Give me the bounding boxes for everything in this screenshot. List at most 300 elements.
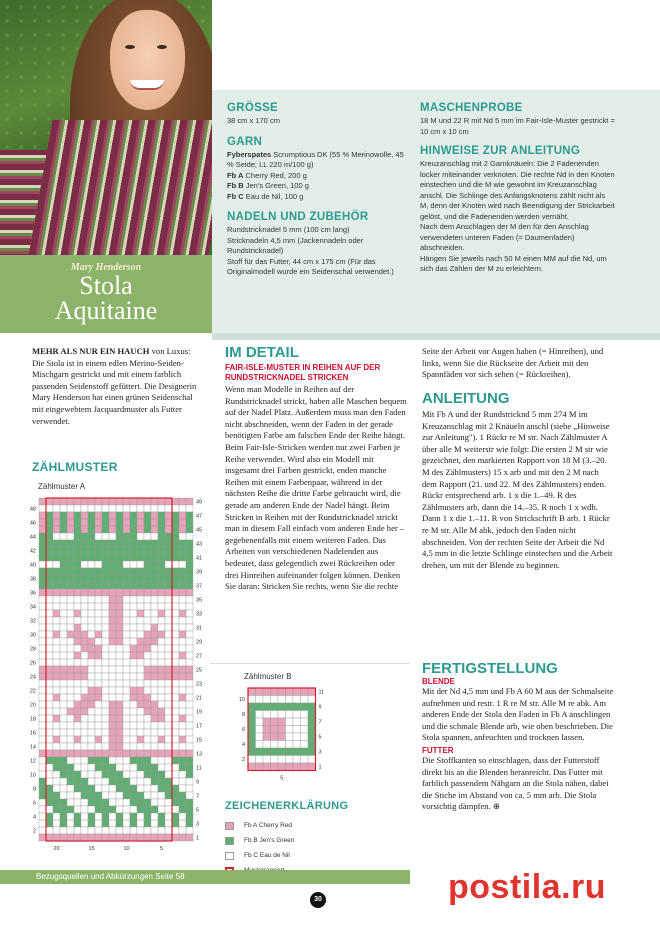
stitch-cell (109, 533, 116, 540)
stitch-cell (109, 715, 116, 722)
stitch-cell (46, 596, 53, 603)
stitch-cell (144, 687, 151, 694)
stitch-cell (60, 582, 67, 589)
stitch-cell (116, 722, 123, 729)
stitch-cell (144, 792, 151, 799)
stitch-cell (88, 736, 95, 743)
stitch-cell (186, 610, 193, 617)
stitch-cell (109, 561, 116, 568)
stitch-cell (116, 512, 123, 519)
stitch-cell (172, 778, 179, 785)
stitch-cell (95, 701, 102, 708)
stitch-cell (116, 652, 123, 659)
stitch-cell (137, 589, 144, 596)
stitch-cell (74, 561, 81, 568)
stitch-cell (88, 498, 95, 505)
stitch-cell (158, 624, 165, 631)
stitch-cell (46, 547, 53, 554)
stitch-cell (74, 610, 81, 617)
stitch-cell (46, 561, 53, 568)
stitch-cell (301, 688, 309, 696)
stitch-cell (53, 834, 60, 841)
stitch-cell (95, 729, 102, 736)
stitch-cell (130, 526, 137, 533)
stitch-cell (123, 673, 130, 680)
stitch-cell (67, 757, 74, 764)
stitch-cell (137, 498, 144, 505)
model-photo (0, 0, 212, 255)
stitch-cell (130, 778, 137, 785)
stitch-cell (158, 820, 165, 827)
stitch-cell (172, 771, 179, 778)
stitch-cell (123, 701, 130, 708)
stitch-cell (81, 596, 88, 603)
stitch-cell (137, 785, 144, 792)
row-tick-label: 40 (29, 562, 36, 569)
stitch-cell (165, 820, 172, 827)
row-tick-label: 38 (29, 576, 36, 583)
stitch-cell (88, 764, 95, 771)
stitch-cell (165, 785, 172, 792)
stitch-cell (67, 603, 74, 610)
stitch-cell (95, 757, 102, 764)
stitch-cell (109, 519, 116, 526)
stitch-cell (293, 726, 301, 734)
stitch-cell (130, 701, 137, 708)
stitch-cell (144, 785, 151, 792)
stitch-cell (88, 554, 95, 561)
stitch-cell (165, 806, 172, 813)
stitch-cell (172, 589, 179, 596)
stitch-cell (186, 603, 193, 610)
stitch-cell (102, 687, 109, 694)
stitch-cell (144, 764, 151, 771)
stitch-cell (179, 596, 186, 603)
stitch-cell (144, 498, 151, 505)
stitch-cell (278, 726, 286, 734)
stitch-cell (158, 757, 165, 764)
stitch-cell (102, 540, 109, 547)
groesse-text: 38 cm x 170 cm (227, 116, 280, 125)
stitch-cell (179, 736, 186, 743)
stitch-cell (186, 561, 193, 568)
stitch-cell (67, 827, 74, 834)
stitch-cell (102, 603, 109, 610)
stitch-cell (46, 575, 53, 582)
stitch-cell (172, 624, 179, 631)
hinweise-p2: Nach dem Anschlagen der M den für den Anschlag verwendeten unteren Faden (= Daumenfaden) abschneiden. (420, 222, 589, 252)
stitch-cell (53, 519, 60, 526)
row-tick-label: 2 (241, 757, 245, 764)
stitch-cell (109, 645, 116, 652)
stitch-cell (172, 834, 179, 841)
stitch-cell (186, 554, 193, 561)
stitch-cell (144, 673, 151, 680)
stitch-cell (158, 785, 165, 792)
stitch-cell (308, 726, 316, 734)
stitch-cell (109, 736, 116, 743)
stitch-cell (308, 703, 316, 711)
stitch-cell (39, 715, 46, 722)
stitch-cell (74, 680, 81, 687)
stitch-cell (172, 785, 179, 792)
page-number: 30 (310, 892, 326, 908)
stitch-cell (137, 722, 144, 729)
stitch-cell (81, 659, 88, 666)
stitch-cell (248, 718, 256, 726)
stitch-cell (39, 792, 46, 799)
stitch-cell (109, 610, 116, 617)
stitch-cell (109, 701, 116, 708)
stitch-cell (186, 687, 193, 694)
stitch-cell (60, 722, 67, 729)
stitch-cell (151, 799, 158, 806)
nadeln-heading: NADELN UND ZUBEHÖR (227, 211, 369, 223)
stitch-cell (39, 827, 46, 834)
stitch-cell (39, 729, 46, 736)
stitch-cell (46, 673, 53, 680)
stitch-cell (67, 582, 74, 589)
stitch-cell (53, 771, 60, 778)
footer-bar: Bezugsquellen und Abkürzungen Seite 58 (0, 870, 410, 884)
stitch-cell (263, 726, 271, 734)
stitch-cell (263, 718, 271, 726)
stitch-cell (172, 505, 179, 512)
stitch-cell (60, 610, 67, 617)
row-tick-label: 5 (196, 807, 200, 814)
stitch-cell (81, 554, 88, 561)
stitch-cell (109, 603, 116, 610)
stitch-cell (46, 631, 53, 638)
legend-heading: ZEICHENERKLÄRUNG (225, 800, 349, 812)
stitch-cell (158, 582, 165, 589)
stitch-cell (158, 806, 165, 813)
stitch-cell (130, 694, 137, 701)
stitch-cell (308, 733, 316, 741)
groesse-heading: GRÖSSE (227, 102, 279, 114)
stitch-cell (130, 722, 137, 729)
stitch-cell (144, 715, 151, 722)
stitch-cell (151, 687, 158, 694)
stitch-cell (102, 764, 109, 771)
stitch-cell (179, 708, 186, 715)
stitch-cell (151, 610, 158, 617)
stitch-cell (116, 687, 123, 694)
stitch-cell (39, 554, 46, 561)
stitch-cell (60, 701, 67, 708)
stitch-cell (286, 718, 294, 726)
stitch-cell (158, 750, 165, 757)
stitch-cell (102, 575, 109, 582)
stitch-cell (116, 750, 123, 757)
stitch-cell (67, 610, 74, 617)
stitch-cell (109, 799, 116, 806)
row-tick-label: 9 (196, 779, 200, 786)
stitch-cell (81, 785, 88, 792)
stitch-cell (165, 575, 172, 582)
stitch-cell (186, 771, 193, 778)
stitch-cell (248, 763, 256, 771)
stitch-cell (81, 687, 88, 694)
stitch-cell (137, 701, 144, 708)
stitch-cell (53, 708, 60, 715)
stitch-cell (95, 617, 102, 624)
col-tick-label: 5 (159, 846, 164, 852)
stitch-cell (130, 540, 137, 547)
stitch-cell (123, 694, 130, 701)
hinweise-heading: HINWEISE ZUR ANLEITUNG (420, 145, 581, 157)
stitch-cell (151, 666, 158, 673)
stitch-cell (179, 652, 186, 659)
stitch-cell (158, 673, 165, 680)
stitch-cell (116, 834, 123, 841)
stitch-cell (144, 575, 151, 582)
row-tick-label: 8 (241, 712, 245, 719)
stitch-cell (53, 617, 60, 624)
stitch-cell (144, 519, 151, 526)
stitch-cell (74, 547, 81, 554)
stitch-cell (39, 799, 46, 806)
stitch-cell (123, 554, 130, 561)
stitch-cell (39, 568, 46, 575)
stitch-cell (74, 652, 81, 659)
stitch-cell (109, 778, 116, 785)
stitch-cell (46, 638, 53, 645)
stitch-cell (60, 771, 67, 778)
stitch-cell (95, 519, 102, 526)
stitch-cell (95, 547, 102, 554)
stitch-cell (308, 741, 316, 749)
stitch-cell (46, 729, 53, 736)
stitch-cell (165, 813, 172, 820)
stitch-cell (109, 659, 116, 666)
garn-line: Fb A Cherry Red, 200 g (227, 170, 307, 180)
stitch-cell (109, 554, 116, 561)
stitch-cell (172, 575, 179, 582)
stitch-cell (186, 624, 193, 631)
stitch-cell (95, 596, 102, 603)
stitch-cell (53, 582, 60, 589)
stitch-cell (130, 533, 137, 540)
stitch-cell (53, 554, 60, 561)
stitch-cell (172, 568, 179, 575)
stitch-cell (67, 645, 74, 652)
futter-heading: FUTTER (422, 745, 454, 755)
row-tick-label: 27 (196, 653, 203, 660)
stitch-cell (144, 659, 151, 666)
stitch-cell (74, 736, 81, 743)
stitch-cell (301, 748, 309, 756)
stitch-cell (60, 554, 67, 561)
stitch-cell (130, 547, 137, 554)
stitch-cell (95, 813, 102, 820)
stitch-cell (158, 778, 165, 785)
anleitung-section (422, 390, 614, 571)
stitch-cell (88, 834, 95, 841)
stitch-cell (158, 771, 165, 778)
stitch-cell (123, 659, 130, 666)
stitch-cell (60, 764, 67, 771)
detail-continued: Seite der Arbeit vor Augen haben (= Hinreihen), und links, wenn Sie die Rückseite der Arbeit mit den Spannfäden vor sich sehen (= Rückreihen). (422, 346, 604, 380)
nadeln-line: Stricknadeln 4,5 mm (Jackennadeln oder Rundstricknadel) (227, 235, 364, 255)
stitch-cell (109, 750, 116, 757)
stitch-cell (130, 596, 137, 603)
stitch-cell (46, 764, 53, 771)
stitch-cell (165, 680, 172, 687)
stitch-cell (39, 680, 46, 687)
stitch-cell (39, 603, 46, 610)
stitch-cell (186, 792, 193, 799)
stitch-cell (130, 743, 137, 750)
row-tick-label: 6 (32, 800, 36, 807)
stitch-cell (130, 785, 137, 792)
swatch-fb-a (225, 822, 234, 830)
stitch-cell (144, 666, 151, 673)
stitch-cell (116, 715, 123, 722)
stitch-cell (39, 778, 46, 785)
stitch-cell (137, 708, 144, 715)
zaehlmuster-heading: ZÄHLMUSTER (32, 460, 118, 474)
stitch-cell (102, 820, 109, 827)
stitch-cell (158, 666, 165, 673)
stitch-cell (256, 703, 264, 711)
stitch-cell (137, 540, 144, 547)
stitch-cell (60, 526, 67, 533)
stitch-cell (81, 603, 88, 610)
stitch-cell (95, 554, 102, 561)
stitch-cell (144, 540, 151, 547)
row-tick-label: 12 (29, 758, 36, 765)
stitch-cell (39, 652, 46, 659)
stitch-cell (67, 687, 74, 694)
stitch-cell (158, 799, 165, 806)
stitch-cell (102, 736, 109, 743)
stitch-cell (151, 540, 158, 547)
nadeln-line: Stoff für das Futter, 44 cm x 175 cm (Für das Originalmodell wurde ein Seidenschal verwendet.) (227, 256, 394, 276)
stitch-cell (137, 554, 144, 561)
stitch-cell (53, 785, 60, 792)
stitch-cell (186, 575, 193, 582)
stitch-cell (186, 729, 193, 736)
stitch-cell (144, 554, 151, 561)
stitch-cell (60, 659, 67, 666)
stitch-cell (172, 547, 179, 554)
stitch-cell (179, 778, 186, 785)
stitch-cell (151, 617, 158, 624)
stitch-cell (60, 687, 67, 694)
stitch-cell (130, 512, 137, 519)
stitch-cell (46, 813, 53, 820)
stitch-cell (67, 680, 74, 687)
stitch-cell (165, 729, 172, 736)
anleitung-text: Mit Fb A und der Rundstricknd 5 mm 274 M im Kreuzanschlag mit 2 Knäueln anschl (siehe „Hinweise zur Anleitung"). 1 Rückr re M str. Nach Zählmuster A über alle M weiterstr wie folgt: Die ersten 2 M str wie gezeichnet, den markierten Rapport von 18 M (3.–20. M des Zählmusters) 15 x arb und mit den 2 M nach dem Rapport (21. und 22. M des Zählmusters) enden. Rückr entsprechend arb. 1 x die 1.–49. R des Zählmusters arb, dann die 14.–35. R noch 1 x wdh. Dann 1 x die 1.–11. R von Strickschrift B arb. 1 Rückr re M str. Alle M abk, jedoch den Faden nicht abschneiden. Von der rechten Seite der Arbeit die Nd 4,5 mm in die letzte Schlinge einstechen und die Arbeit drehen, um mit der Blende zu beginnen. (422, 409, 613, 570)
stitch-cell (123, 652, 130, 659)
stitch-cell (53, 568, 60, 575)
stitch-cell (172, 554, 179, 561)
stitch-cell (137, 834, 144, 841)
stitch-cell (74, 708, 81, 715)
stitch-cell (109, 631, 116, 638)
stitch-cell (123, 750, 130, 757)
stitch-cell (144, 757, 151, 764)
stitch-cell (81, 764, 88, 771)
stitch-cell (74, 771, 81, 778)
stitch-cell (263, 688, 271, 696)
stitch-cell (151, 645, 158, 652)
stitch-cell (60, 715, 67, 722)
stitch-cell (116, 575, 123, 582)
stitch-cell (130, 582, 137, 589)
stitch-cell (130, 687, 137, 694)
stitch-cell (144, 750, 151, 757)
stitch-cell (116, 624, 123, 631)
stitch-cell (67, 694, 74, 701)
stitch-cell (88, 799, 95, 806)
stitch-cell (81, 722, 88, 729)
stitch-cell (248, 688, 256, 696)
separator (210, 663, 410, 664)
stitch-cell (67, 743, 74, 750)
stitch-cell (81, 526, 88, 533)
intro-lead: MEHR ALS NUR EIN HAUCH (32, 346, 150, 356)
stitch-cell (116, 582, 123, 589)
stitch-cell (137, 624, 144, 631)
stitch-cell (102, 561, 109, 568)
row-tick-label: 11 (318, 689, 325, 696)
stitch-cell (144, 610, 151, 617)
stitch-cell (186, 505, 193, 512)
stitch-cell (186, 813, 193, 820)
stitch-cell (116, 820, 123, 827)
stitch-cell (123, 687, 130, 694)
stitch-cell (130, 799, 137, 806)
stitch-cell (74, 498, 81, 505)
stitch-cell (186, 743, 193, 750)
stitch-cell (165, 687, 172, 694)
stitch-cell (137, 680, 144, 687)
stitch-cell (179, 687, 186, 694)
row-tick-label: 47 (196, 513, 203, 520)
stitch-cell (179, 680, 186, 687)
stitch-cell (39, 533, 46, 540)
stitch-cell (165, 757, 172, 764)
stitch-cell (144, 806, 151, 813)
stitch-cell (144, 505, 151, 512)
stitch-cell (137, 505, 144, 512)
stitch-cell (186, 498, 193, 505)
stitch-cell (123, 722, 130, 729)
stitch-cell (60, 561, 67, 568)
stitch-cell (179, 715, 186, 722)
stitch-cell (172, 498, 179, 505)
stitch-cell (116, 568, 123, 575)
stitch-cell (67, 624, 74, 631)
stitch-cell (165, 743, 172, 750)
stitch-cell (144, 582, 151, 589)
stitch-cell (60, 673, 67, 680)
stitch-cell (123, 736, 130, 743)
stitch-cell (102, 673, 109, 680)
stitch-cell (109, 582, 116, 589)
stitch-cell (74, 806, 81, 813)
stitch-cell (53, 680, 60, 687)
stitch-cell (109, 687, 116, 694)
stitch-cell (293, 688, 301, 696)
stitch-cell (137, 631, 144, 638)
stitch-cell (67, 589, 74, 596)
stitch-cell (46, 736, 53, 743)
stitch-cell (158, 701, 165, 708)
